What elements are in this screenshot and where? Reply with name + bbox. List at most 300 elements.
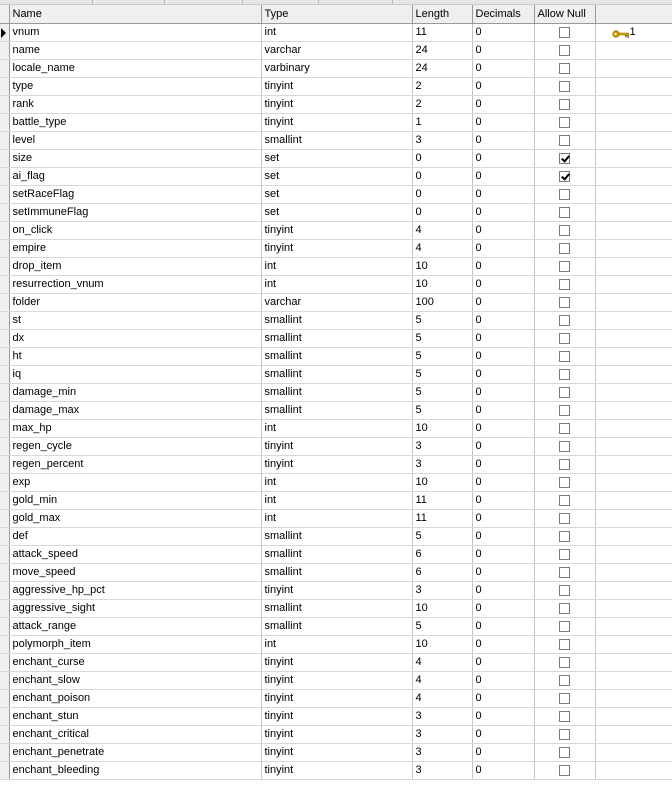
field-name-cell[interactable]: size (9, 150, 261, 168)
field-decimals-cell[interactable]: 0 (472, 222, 534, 240)
field-name-cell[interactable]: level (9, 132, 261, 150)
field-type-cell[interactable]: tinyint (261, 240, 412, 258)
key-cell[interactable] (595, 294, 672, 312)
field-type-cell[interactable]: set (261, 186, 412, 204)
key-cell[interactable] (595, 24, 672, 42)
field-name-cell[interactable]: attack_speed (9, 546, 261, 564)
column-header-name[interactable]: Name (9, 5, 261, 24)
field-decimals-cell[interactable]: 0 (472, 636, 534, 654)
field-name-cell[interactable]: enchant_penetrate (9, 744, 261, 762)
key-cell[interactable] (595, 762, 672, 780)
field-type-cell[interactable]: varchar (261, 294, 412, 312)
key-cell[interactable] (595, 708, 672, 726)
field-name-cell[interactable]: attack_range (9, 618, 261, 636)
field-type-cell[interactable]: tinyint (261, 96, 412, 114)
table-row[interactable] (0, 690, 672, 708)
allow-null-checkbox[interactable] (559, 117, 570, 128)
field-length-cell[interactable]: 24 (412, 42, 472, 60)
field-type-cell[interactable]: int (261, 510, 412, 528)
table-row[interactable] (0, 708, 672, 726)
field-length-cell[interactable]: 0 (412, 186, 472, 204)
column-header-type[interactable]: Type (261, 5, 412, 24)
field-type-cell[interactable]: smallint (261, 132, 412, 150)
field-length-cell[interactable]: 10 (412, 474, 472, 492)
table-row[interactable] (0, 456, 672, 474)
field-name-cell[interactable]: aggressive_sight (9, 600, 261, 618)
key-cell[interactable] (595, 366, 672, 384)
field-type-cell[interactable]: tinyint (261, 222, 412, 240)
field-decimals-cell[interactable]: 0 (472, 132, 534, 150)
field-length-cell[interactable]: 10 (412, 258, 472, 276)
field-decimals-cell[interactable]: 0 (472, 384, 534, 402)
table-row[interactable] (0, 150, 672, 168)
field-type-cell[interactable]: smallint (261, 366, 412, 384)
field-type-cell[interactable]: set (261, 150, 412, 168)
table-row[interactable] (0, 744, 672, 762)
field-type-cell[interactable]: smallint (261, 528, 412, 546)
allow-null-checkbox[interactable] (559, 189, 570, 200)
allow-null-checkbox[interactable] (559, 495, 570, 506)
row-selector[interactable] (0, 24, 9, 42)
row-selector[interactable] (0, 348, 9, 366)
row-selector[interactable] (0, 510, 9, 528)
field-length-cell[interactable]: 4 (412, 222, 472, 240)
field-type-cell[interactable]: int (261, 420, 412, 438)
allow-null-checkbox[interactable] (559, 549, 570, 560)
row-selector[interactable] (0, 672, 9, 690)
key-cell[interactable] (595, 600, 672, 618)
key-cell[interactable] (595, 258, 672, 276)
field-type-cell[interactable]: int (261, 474, 412, 492)
allow-null-checkbox[interactable] (559, 261, 570, 272)
row-selector[interactable] (0, 456, 9, 474)
table-row[interactable] (0, 618, 672, 636)
allow-null-checkbox[interactable] (559, 279, 570, 290)
field-type-cell[interactable]: tinyint (261, 114, 412, 132)
table-row[interactable] (0, 312, 672, 330)
field-length-cell[interactable]: 3 (412, 456, 472, 474)
field-decimals-cell[interactable]: 0 (472, 528, 534, 546)
allow-null-checkbox[interactable] (559, 387, 570, 398)
field-name-cell[interactable]: empire (9, 240, 261, 258)
field-name-cell[interactable]: setImmuneFlag (9, 204, 261, 222)
field-name-cell[interactable]: iq (9, 366, 261, 384)
field-decimals-cell[interactable]: 0 (472, 276, 534, 294)
row-selector[interactable] (0, 186, 9, 204)
field-length-cell[interactable]: 4 (412, 240, 472, 258)
row-selector[interactable] (0, 636, 9, 654)
row-selector[interactable] (0, 240, 9, 258)
field-decimals-cell[interactable]: 0 (472, 402, 534, 420)
field-name-cell[interactable]: polymorph_item (9, 636, 261, 654)
field-name-cell[interactable]: regen_cycle (9, 438, 261, 456)
table-row[interactable] (0, 474, 672, 492)
field-decimals-cell[interactable]: 0 (472, 96, 534, 114)
field-decimals-cell[interactable]: 0 (472, 366, 534, 384)
field-decimals-cell[interactable]: 0 (472, 294, 534, 312)
row-selector[interactable] (0, 618, 9, 636)
field-type-cell[interactable]: smallint (261, 402, 412, 420)
field-decimals-cell[interactable]: 0 (472, 474, 534, 492)
allow-null-checkbox[interactable] (559, 171, 570, 182)
row-selector[interactable] (0, 492, 9, 510)
field-type-cell[interactable]: tinyint (261, 690, 412, 708)
field-name-cell[interactable]: name (9, 42, 261, 60)
allow-null-checkbox[interactable] (559, 765, 570, 776)
row-selector[interactable] (0, 708, 9, 726)
field-decimals-cell[interactable]: 0 (472, 348, 534, 366)
field-name-cell[interactable]: enchant_poison (9, 690, 261, 708)
field-length-cell[interactable]: 4 (412, 654, 472, 672)
row-selector[interactable] (0, 96, 9, 114)
field-type-cell[interactable]: tinyint (261, 708, 412, 726)
key-cell[interactable] (595, 78, 672, 96)
allow-null-checkbox[interactable] (559, 585, 570, 596)
key-cell[interactable] (595, 420, 672, 438)
table-row[interactable] (0, 528, 672, 546)
key-cell[interactable] (595, 222, 672, 240)
table-row[interactable] (0, 402, 672, 420)
field-decimals-cell[interactable]: 0 (472, 744, 534, 762)
field-length-cell[interactable]: 3 (412, 132, 472, 150)
allow-null-checkbox[interactable] (559, 405, 570, 416)
field-name-cell[interactable]: max_hp (9, 420, 261, 438)
key-cell[interactable] (595, 42, 672, 60)
field-name-cell[interactable]: regen_percent (9, 456, 261, 474)
key-cell[interactable] (595, 60, 672, 78)
field-length-cell[interactable]: 0 (412, 204, 472, 222)
table-row[interactable] (0, 636, 672, 654)
row-selector[interactable] (0, 744, 9, 762)
table-row[interactable] (0, 510, 672, 528)
table-row[interactable] (0, 438, 672, 456)
allow-null-checkbox[interactable] (559, 477, 570, 488)
key-cell[interactable] (595, 528, 672, 546)
field-decimals-cell[interactable]: 0 (472, 708, 534, 726)
field-type-cell[interactable]: int (261, 492, 412, 510)
key-cell[interactable] (595, 546, 672, 564)
allow-null-checkbox[interactable] (559, 729, 570, 740)
row-selector[interactable] (0, 132, 9, 150)
field-decimals-cell[interactable]: 0 (472, 168, 534, 186)
row-selector[interactable] (0, 222, 9, 240)
row-selector[interactable] (0, 600, 9, 618)
field-type-cell[interactable]: tinyint (261, 726, 412, 744)
table-row[interactable] (0, 24, 672, 42)
field-length-cell[interactable]: 3 (412, 438, 472, 456)
allow-null-checkbox[interactable] (559, 513, 570, 524)
field-type-cell[interactable]: tinyint (261, 672, 412, 690)
allow-null-checkbox[interactable] (559, 351, 570, 362)
key-cell[interactable] (595, 132, 672, 150)
key-cell[interactable] (595, 510, 672, 528)
field-name-cell[interactable]: ai_flag (9, 168, 261, 186)
key-cell[interactable] (595, 690, 672, 708)
field-length-cell[interactable]: 5 (412, 528, 472, 546)
field-decimals-cell[interactable]: 0 (472, 510, 534, 528)
field-type-cell[interactable]: smallint (261, 600, 412, 618)
field-type-cell[interactable]: set (261, 168, 412, 186)
key-cell[interactable] (595, 204, 672, 222)
table-row[interactable] (0, 366, 672, 384)
key-cell[interactable] (595, 672, 672, 690)
field-type-cell[interactable]: tinyint (261, 582, 412, 600)
field-decimals-cell[interactable]: 0 (472, 330, 534, 348)
allow-null-checkbox[interactable] (559, 45, 570, 56)
field-name-cell[interactable]: battle_type (9, 114, 261, 132)
table-row[interactable] (0, 222, 672, 240)
field-type-cell[interactable]: smallint (261, 312, 412, 330)
key-cell[interactable] (595, 402, 672, 420)
key-cell[interactable] (595, 618, 672, 636)
row-selector[interactable] (0, 60, 9, 78)
field-decimals-cell[interactable]: 0 (472, 42, 534, 60)
table-row[interactable] (0, 168, 672, 186)
field-decimals-cell[interactable]: 0 (472, 600, 534, 618)
row-selector[interactable] (0, 384, 9, 402)
row-selector[interactable] (0, 438, 9, 456)
row-selector[interactable] (0, 690, 9, 708)
field-type-cell[interactable]: tinyint (261, 654, 412, 672)
key-cell[interactable] (595, 744, 672, 762)
field-length-cell[interactable]: 11 (412, 24, 472, 42)
allow-null-checkbox[interactable] (559, 315, 570, 326)
row-selector[interactable] (0, 762, 9, 780)
table-row[interactable] (0, 60, 672, 78)
row-selector[interactable] (0, 654, 9, 672)
field-type-cell[interactable]: varbinary (261, 60, 412, 78)
field-name-cell[interactable]: folder (9, 294, 261, 312)
table-row[interactable] (0, 96, 672, 114)
field-length-cell[interactable]: 10 (412, 276, 472, 294)
field-length-cell[interactable]: 4 (412, 690, 472, 708)
field-length-cell[interactable]: 5 (412, 312, 472, 330)
field-length-cell[interactable]: 5 (412, 618, 472, 636)
allow-null-checkbox[interactable] (559, 81, 570, 92)
row-selector[interactable] (0, 330, 9, 348)
key-cell[interactable] (595, 96, 672, 114)
table-row[interactable] (0, 492, 672, 510)
allow-null-checkbox[interactable] (559, 711, 570, 722)
field-length-cell[interactable]: 2 (412, 96, 472, 114)
field-name-cell[interactable]: aggressive_hp_pct (9, 582, 261, 600)
field-type-cell[interactable]: tinyint (261, 744, 412, 762)
key-cell[interactable] (595, 582, 672, 600)
row-selector[interactable] (0, 312, 9, 330)
row-selector[interactable] (0, 294, 9, 312)
row-selector[interactable] (0, 726, 9, 744)
row-selector[interactable] (0, 150, 9, 168)
key-cell[interactable] (595, 150, 672, 168)
field-decimals-cell[interactable]: 0 (472, 438, 534, 456)
field-length-cell[interactable]: 1 (412, 114, 472, 132)
field-decimals-cell[interactable]: 0 (472, 546, 534, 564)
table-row[interactable] (0, 726, 672, 744)
allow-null-checkbox[interactable] (559, 297, 570, 308)
field-type-cell[interactable]: set (261, 204, 412, 222)
field-type-cell[interactable]: tinyint (261, 78, 412, 96)
field-length-cell[interactable]: 0 (412, 168, 472, 186)
field-name-cell[interactable]: dx (9, 330, 261, 348)
field-decimals-cell[interactable]: 0 (472, 618, 534, 636)
field-length-cell[interactable]: 100 (412, 294, 472, 312)
table-row[interactable] (0, 42, 672, 60)
table-row[interactable] (0, 384, 672, 402)
row-selector[interactable] (0, 546, 9, 564)
field-length-cell[interactable]: 10 (412, 420, 472, 438)
field-type-cell[interactable]: int (261, 258, 412, 276)
key-cell[interactable] (595, 312, 672, 330)
field-type-cell[interactable]: tinyint (261, 762, 412, 780)
field-type-cell[interactable]: varchar (261, 42, 412, 60)
allow-null-checkbox[interactable] (559, 621, 570, 632)
field-decimals-cell[interactable]: 0 (472, 564, 534, 582)
field-length-cell[interactable]: 5 (412, 384, 472, 402)
field-name-cell[interactable]: enchant_curse (9, 654, 261, 672)
allow-null-checkbox[interactable] (559, 333, 570, 344)
field-length-cell[interactable]: 11 (412, 492, 472, 510)
field-name-cell[interactable]: gold_min (9, 492, 261, 510)
field-name-cell[interactable]: enchant_critical (9, 726, 261, 744)
field-length-cell[interactable]: 5 (412, 330, 472, 348)
table-row[interactable] (0, 420, 672, 438)
column-header-length[interactable]: Length (412, 5, 472, 24)
field-decimals-cell[interactable]: 0 (472, 420, 534, 438)
field-type-cell[interactable]: int (261, 24, 412, 42)
field-decimals-cell[interactable]: 0 (472, 78, 534, 96)
field-decimals-cell[interactable]: 0 (472, 456, 534, 474)
field-name-cell[interactable]: type (9, 78, 261, 96)
table-row[interactable] (0, 330, 672, 348)
field-length-cell[interactable]: 5 (412, 402, 472, 420)
field-name-cell[interactable]: rank (9, 96, 261, 114)
field-type-cell[interactable]: smallint (261, 384, 412, 402)
allow-null-checkbox[interactable] (559, 225, 570, 236)
table-row[interactable] (0, 600, 672, 618)
field-length-cell[interactable]: 6 (412, 546, 472, 564)
field-decimals-cell[interactable]: 0 (472, 258, 534, 276)
field-length-cell[interactable]: 4 (412, 672, 472, 690)
table-row[interactable] (0, 546, 672, 564)
field-decimals-cell[interactable]: 0 (472, 186, 534, 204)
allow-null-checkbox[interactable] (559, 63, 570, 74)
row-selector[interactable] (0, 474, 9, 492)
field-name-cell[interactable]: enchant_bleeding (9, 762, 261, 780)
allow-null-checkbox[interactable] (559, 369, 570, 380)
field-length-cell[interactable]: 3 (412, 726, 472, 744)
allow-null-checkbox[interactable] (559, 459, 570, 470)
field-length-cell[interactable]: 5 (412, 348, 472, 366)
field-type-cell[interactable]: smallint (261, 330, 412, 348)
field-name-cell[interactable]: gold_max (9, 510, 261, 528)
key-cell[interactable] (595, 168, 672, 186)
column-header-allow-null[interactable]: Allow Null (534, 5, 595, 24)
field-decimals-cell[interactable]: 0 (472, 672, 534, 690)
row-selector[interactable] (0, 276, 9, 294)
key-cell[interactable] (595, 726, 672, 744)
table-row[interactable] (0, 294, 672, 312)
allow-null-checkbox[interactable] (559, 531, 570, 542)
field-length-cell[interactable]: 3 (412, 744, 472, 762)
row-selector[interactable] (0, 564, 9, 582)
field-name-cell[interactable]: setRaceFlag (9, 186, 261, 204)
field-name-cell[interactable]: drop_item (9, 258, 261, 276)
field-name-cell[interactable]: resurrection_vnum (9, 276, 261, 294)
field-name-cell[interactable]: exp (9, 474, 261, 492)
field-name-cell[interactable]: enchant_stun (9, 708, 261, 726)
allow-null-checkbox[interactable] (559, 657, 570, 668)
field-decimals-cell[interactable]: 0 (472, 240, 534, 258)
table-row[interactable] (0, 672, 672, 690)
table-row[interactable] (0, 240, 672, 258)
row-selector[interactable] (0, 402, 9, 420)
table-row[interactable] (0, 132, 672, 150)
field-decimals-cell[interactable]: 0 (472, 60, 534, 78)
table-row[interactable] (0, 582, 672, 600)
allow-null-checkbox[interactable] (559, 243, 570, 254)
table-row[interactable] (0, 114, 672, 132)
field-length-cell[interactable]: 5 (412, 366, 472, 384)
allow-null-checkbox[interactable] (559, 639, 570, 650)
field-name-cell[interactable]: move_speed (9, 564, 261, 582)
field-decimals-cell[interactable]: 0 (472, 654, 534, 672)
table-row[interactable] (0, 258, 672, 276)
field-decimals-cell[interactable]: 0 (472, 24, 534, 42)
table-row[interactable] (0, 204, 672, 222)
table-row[interactable] (0, 762, 672, 780)
field-name-cell[interactable]: enchant_slow (9, 672, 261, 690)
row-selector[interactable] (0, 366, 9, 384)
key-cell[interactable] (595, 384, 672, 402)
field-name-cell[interactable]: on_click (9, 222, 261, 240)
table-row[interactable] (0, 276, 672, 294)
key-cell[interactable] (595, 456, 672, 474)
allow-null-checkbox[interactable] (559, 153, 570, 164)
field-name-cell[interactable]: damage_min (9, 384, 261, 402)
key-cell[interactable] (595, 186, 672, 204)
allow-null-checkbox[interactable] (559, 567, 570, 578)
key-cell[interactable] (595, 564, 672, 582)
field-length-cell[interactable]: 0 (412, 150, 472, 168)
field-type-cell[interactable]: int (261, 636, 412, 654)
key-cell[interactable] (595, 438, 672, 456)
field-decimals-cell[interactable]: 0 (472, 150, 534, 168)
field-name-cell[interactable]: ht (9, 348, 261, 366)
field-type-cell[interactable]: smallint (261, 348, 412, 366)
key-cell[interactable] (595, 492, 672, 510)
field-decimals-cell[interactable]: 0 (472, 690, 534, 708)
allow-null-checkbox[interactable] (559, 99, 570, 110)
row-selector[interactable] (0, 420, 9, 438)
row-selector[interactable] (0, 42, 9, 60)
row-selector[interactable] (0, 168, 9, 186)
field-decimals-cell[interactable]: 0 (472, 582, 534, 600)
row-selector[interactable] (0, 204, 9, 222)
field-length-cell[interactable]: 2 (412, 78, 472, 96)
row-selector[interactable] (0, 114, 9, 132)
key-cell[interactable] (595, 330, 672, 348)
field-length-cell[interactable]: 10 (412, 600, 472, 618)
allow-null-checkbox[interactable] (559, 423, 570, 434)
key-cell[interactable] (595, 474, 672, 492)
allow-null-checkbox[interactable] (559, 675, 570, 686)
key-cell[interactable] (595, 636, 672, 654)
column-header-decimals[interactable]: Decimals (472, 5, 534, 24)
allow-null-checkbox[interactable] (559, 207, 570, 218)
key-cell[interactable] (595, 114, 672, 132)
field-decimals-cell[interactable]: 0 (472, 204, 534, 222)
key-cell[interactable] (595, 240, 672, 258)
